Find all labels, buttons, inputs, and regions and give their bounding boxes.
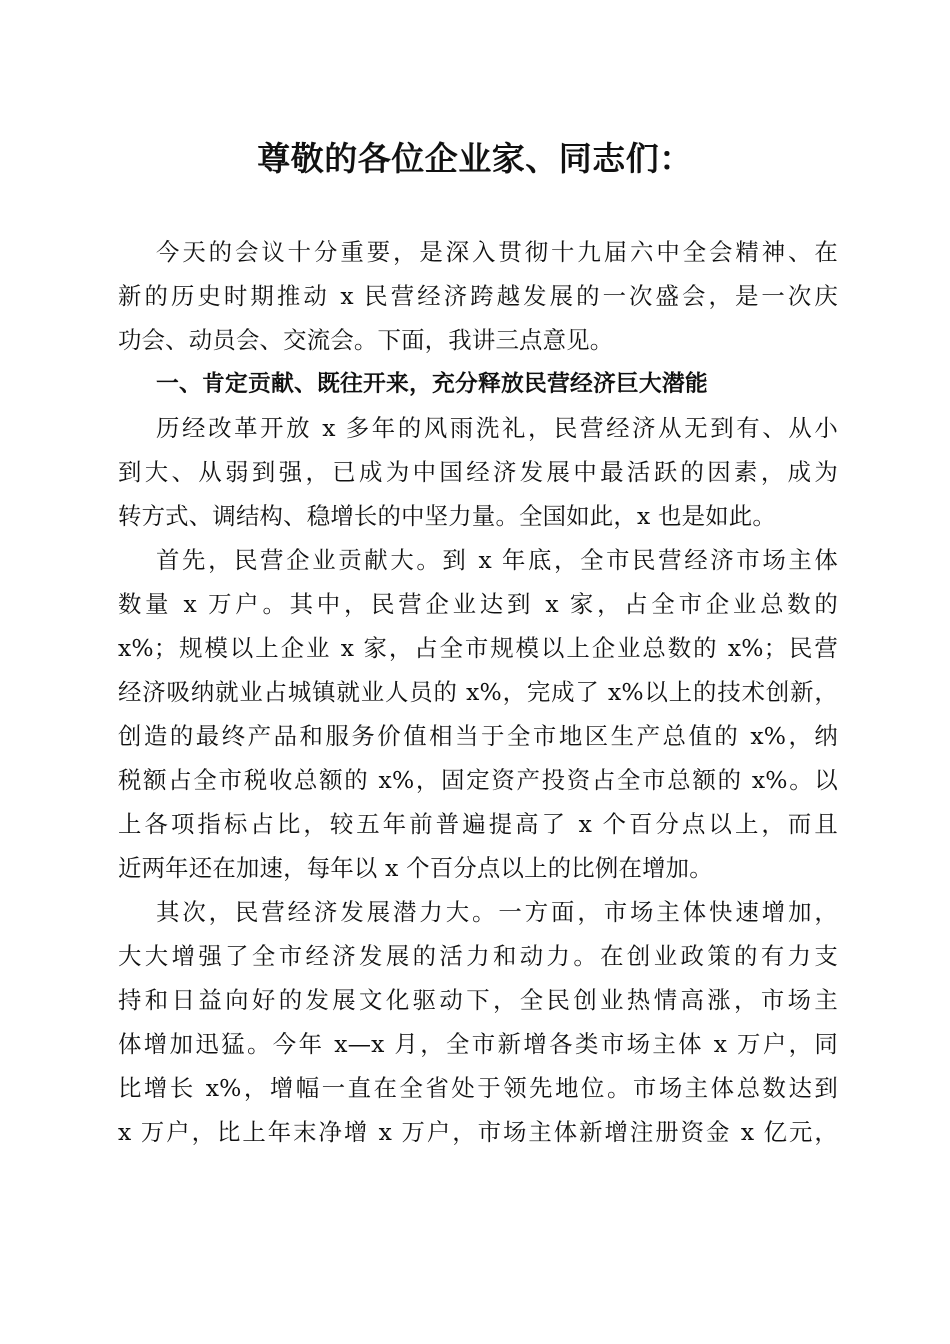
text-line: 比增长 x%，增幅一直在全省处于领先地位。市场主体总数达到: [118, 1074, 838, 1102]
text-line: 其次，民营经济发展潜力大。一方面，市场主体快速增加，: [156, 898, 838, 926]
document-body: [118, 230, 838, 1154]
text-line: x%；规模以上企业 x 家，占全市规模以上企业总数的 x%；民营: [118, 634, 838, 662]
text-line: 体增加迅猛。今年 x—x 月，全市新增各类市场主体 x 万户，同: [118, 1030, 838, 1058]
text-line: 大大增强了全市经济发展的活力和动力。在创业政策的有力支: [118, 942, 838, 970]
document-title: 尊敬的各位企业家、同志们：: [257, 139, 693, 178]
text-line: 税额占全市税收总额的 x%，固定资产投资占全市总额的 x%。以: [118, 766, 838, 794]
text-line: 历经改革开放 x 多年的风雨洗礼，民营经济从无到有、从小: [156, 414, 838, 442]
text-line: 数量 x 万户。其中，民营企业达到 x 家，占全市企业总数的: [118, 590, 838, 618]
text-line: 功会、动员会、交流会。下面，我讲三点意见。: [118, 326, 614, 354]
text-line: 转方式、调结构、稳增长的中坚力量。全国如此，x 也是如此。: [118, 502, 776, 530]
text-line: 上各项指标占比，较五年前普遍提高了 x 个百分点以上，而且: [118, 810, 838, 838]
section-heading: 一、肯定贡献、既往开来，充分释放民营经济巨大潜能: [156, 371, 708, 397]
text-line: 首先，民营企业贡献大。到 x 年底，全市民营经济市场主体: [156, 546, 838, 574]
text-line: 新的历史时期推动 x 民营经济跨越发展的一次盛会，是一次庆: [118, 282, 838, 310]
text-line: x 万户，比上年末净增 x 万户，市场主体新增注册资金 x 亿元，: [118, 1118, 838, 1146]
text-line: 近两年还在加速，每年以 x 个百分点以上的比例在增加。: [118, 854, 713, 882]
text-line: 创造的最终产品和服务价值相当于全市地区生产总值的 x%，纳: [118, 722, 838, 750]
text-line: 持和日益向好的发展文化驱动下，全民创业热情高涨，市场主: [118, 986, 838, 1014]
text-line: 到大、从弱到强，已成为中国经济发展中最活跃的因素，成为: [118, 458, 838, 486]
text-line: 今天的会议十分重要，是深入贯彻十九届六中全会精神、在: [156, 238, 838, 266]
text-line: 经济吸纳就业占城镇就业人员的 x%，完成了 x%以上的技术创新，: [118, 678, 838, 706]
